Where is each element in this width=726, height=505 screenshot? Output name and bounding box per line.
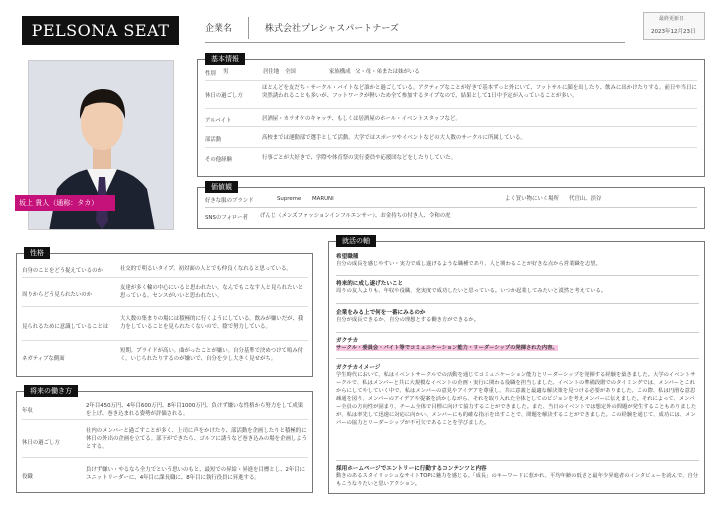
career-text: 動きのあるスタイリッシュなサイトTOPに魅力を感じる。「成長」のキーワードに惹かれ、平均年齢の低さと最年少昇進者のインタビューを読んで、自分もこうなりたいと思いアクション。: [336, 473, 699, 487]
other-label: その他経験: [205, 157, 232, 163]
residence-label: 居住地: [263, 69, 280, 75]
personality-label: 周りからどう見られたいのか: [22, 292, 93, 298]
basic-row-parttime: [205, 113, 697, 127]
future-text: 負けず嫌い・やるなら全力でという思いのもと、最短での昇給・昇進を目標とし、2年目にユニットリーダーに、4年目に課長職に、8年目に執行役員に昇進する。: [86, 467, 306, 481]
gakuchika-highlight: サークル・委員会・バイト等でコミュニケーション能力・リーダーシップの発揮された内容。: [336, 345, 558, 351]
personality-label: ネガティブな側面: [22, 356, 65, 362]
parttime-label: アルバイト: [205, 118, 232, 124]
future-label: 年収: [22, 408, 33, 414]
career-divider: [336, 460, 699, 461]
career-heading: 企業をみる上で何を一番にみるのか: [336, 310, 426, 316]
future-text: 2年目450万円、4年目600万円、8年目1000万円。負けず嫌いな性格から努力をして成果を上げ、巻き込まれる姿勢が評価される。: [86, 403, 304, 417]
career-divider: [336, 275, 699, 276]
personality-text: 大人数の集まりの場には積極的に行くようにしている。飲みが嫌いだが、我力をしていることを見られたくないので、陰で努力している。: [120, 316, 304, 330]
future-row: [22, 400, 308, 420]
career-body: [336, 252, 699, 492]
header-divider: [248, 17, 249, 39]
personality-row: [22, 262, 308, 278]
gender-value: 男: [223, 69, 229, 75]
values-divider: [205, 207, 697, 208]
future-body: [22, 400, 308, 492]
club-label: 部活動: [205, 137, 222, 143]
career-block-gakuchika-image: [336, 363, 699, 459]
shop-value: 代官山、渋谷: [569, 196, 602, 202]
company-label: 企業名: [205, 24, 233, 34]
basic-row-club: [205, 132, 697, 148]
holiday-value: ほとんどを友だち・サークル・バイトなど誰かと過ごしている。アクティブなことが好きで基本ずっと外にいて、フットサルに顔を出したり、飲みに出かけたりする。前日や当日に突然誘われることも多いが、フットワークが軽いため全て参加するタイプなので、結果として1日中予定が入っていることが多い。: [262, 85, 697, 99]
career-text: 自分の成長を感じやすい・実力で成し遂げるような職種であり、人と関わることが好きな点から営業職を志望。: [336, 261, 601, 267]
gender-label: 性別: [205, 71, 216, 77]
basic-info-body: [205, 69, 697, 173]
career-heading: ガクチカイメージ: [336, 365, 381, 371]
shop-label: よく買い物にいく場所: [505, 196, 559, 202]
career-block-gakuchika: [336, 336, 699, 352]
family-value: 父・母・弟または妹がいる: [355, 69, 420, 75]
future-row: [22, 424, 308, 458]
header-underline: [205, 42, 625, 43]
basic-row-holiday: [205, 83, 697, 109]
updated-label: 最終更新日: [659, 16, 685, 22]
future-title: 将来の働き方: [24, 385, 78, 397]
personality-body: [22, 262, 308, 374]
career-divider: [336, 332, 699, 333]
future-label: 役職: [22, 474, 33, 480]
career-heading: 将来的に成し遂げたいこと: [336, 281, 404, 287]
career-text: 自分が成長できるか、自分の理想とする働き方ができるか。: [336, 317, 480, 323]
personality-title: 性格: [24, 247, 50, 259]
personality-text: 短期。プライドが高い。曲がったことが嫌い。自分基準で決めつけて嗚み付く。いじられたりするのが嫌いで、自分を少し大きく見せがち。: [120, 348, 304, 362]
company-name: 株式会社プレシャスパートナーズ: [265, 24, 399, 34]
club-value: 高校までは運動部で選手として活動。大学ではスポーツやイベントなどの大人数のサークルに所属している。: [262, 135, 526, 141]
brand-value: Supreme MARUNI: [277, 196, 334, 202]
values-body: [205, 195, 697, 227]
personality-label: 自身のことをどう捉えているのか: [22, 268, 103, 274]
holiday-label: 休日の過ごし方: [205, 93, 243, 99]
family-label: 家族構成: [329, 69, 351, 75]
sns-label: SNSのフォロー者: [205, 215, 248, 221]
other-value: 行事ごとが大好きで、学際や体育祭の実行委員や応援団などをしたりしていた。: [262, 155, 456, 161]
career-heading: 採用ホームページでエントリーに行動するコンテンツと内容: [336, 466, 487, 472]
personality-text: 友達が多く輪の中心にいると思われたい。なんでもこなす人と見られたいと思っている。センスがいいと思われたい。: [120, 285, 304, 299]
future-label: 休日の過ごし方: [22, 440, 60, 446]
personality-label: 見られるために意識していることは: [22, 324, 109, 330]
basic-row-other: [205, 152, 697, 166]
career-divider: [336, 303, 699, 304]
personality-text: 社交的で明るいタイプ。初対面の人とでも仲良くなれると思っている。: [120, 266, 292, 272]
basic-row-demographics: [205, 69, 697, 81]
persona-name: 坂上 貴人（通称：タカ）: [15, 195, 115, 211]
basic-info-title: 基本情報: [205, 53, 245, 65]
career-text: 学生時代において、私はイベントサークルでの活動を通じてコミュニケーション能力とリーダーシップを発揮する経験を築きました。大学のイベントサークルで、私はメンバーと共に大規模なイベントの企画・実行に関わる役職を担当しました。イベントの準備段階でのタイミングでは、メンバーとこれからにしてやしていく中で、私はメンバーの意見やアイデアを尊重し、共に意義と最適な解決策を見つける必要がありました。この際、私は円滑な意思疎通を図り、メンバーのアイデアや提案を活かしながら、それを取り入れた全体としてのビジョンを考えメンバーに伝えました。それによって、メンバー全員の方向性が固まり、チーム全体で目標に向けて協力することができました。また、当日のイベントでは想定外の問題が発生することもありましたが、私は率先して迅速に対応に向かい、メンバーにも的確な指示を出すことで、問題を解決することができました。この経験を通じて、成功には、メンバーの協力とリーダーシップが不可欠であることを学びました。: [336, 372, 697, 426]
career-block-goal: [336, 279, 699, 295]
personality-row: [22, 344, 308, 372]
career-block-entry: [336, 464, 699, 488]
updated-date: 2023年12月23日: [651, 29, 696, 35]
career-title: 就活の軸: [336, 235, 376, 247]
values-title: 価値観: [205, 181, 238, 193]
career-heading: ガクチカ: [336, 338, 359, 344]
brand-logo: PELSONA SEAT: [22, 16, 179, 45]
career-heading: 希望職種: [336, 254, 359, 260]
residence-value: 全国: [285, 69, 296, 75]
brand-label: 好きな服のブランド: [205, 198, 254, 204]
career-block-criteria: [336, 308, 699, 324]
parttime-value: 居酒屋・カラオケのキャッチ、もしくは居酒屋のホール・イベントスタッフなど。: [262, 116, 461, 122]
personality-row: [22, 311, 308, 341]
sns-value: げんじ（メンズファッションインフルエンサー）、お金持ちの付き人、令和の虎: [260, 213, 451, 219]
future-text: 社内のメンバーと過ごすことが多く、上司に声をかけたり、部活動を企画したりと積極的に休日の外出の企画を立てる。部下ができたら、ゴルフに誘うなど巻き込みの場を企画しようとする。: [86, 428, 308, 450]
personality-row: [22, 281, 308, 307]
career-block-job: [336, 252, 699, 268]
career-divider: [336, 358, 699, 359]
future-row: [22, 462, 308, 488]
career-text: 周りの友人よりも、年収や役職、充実度で成功したいと思っている。いつか起業してみたいと漠然と考えている。: [336, 288, 607, 294]
